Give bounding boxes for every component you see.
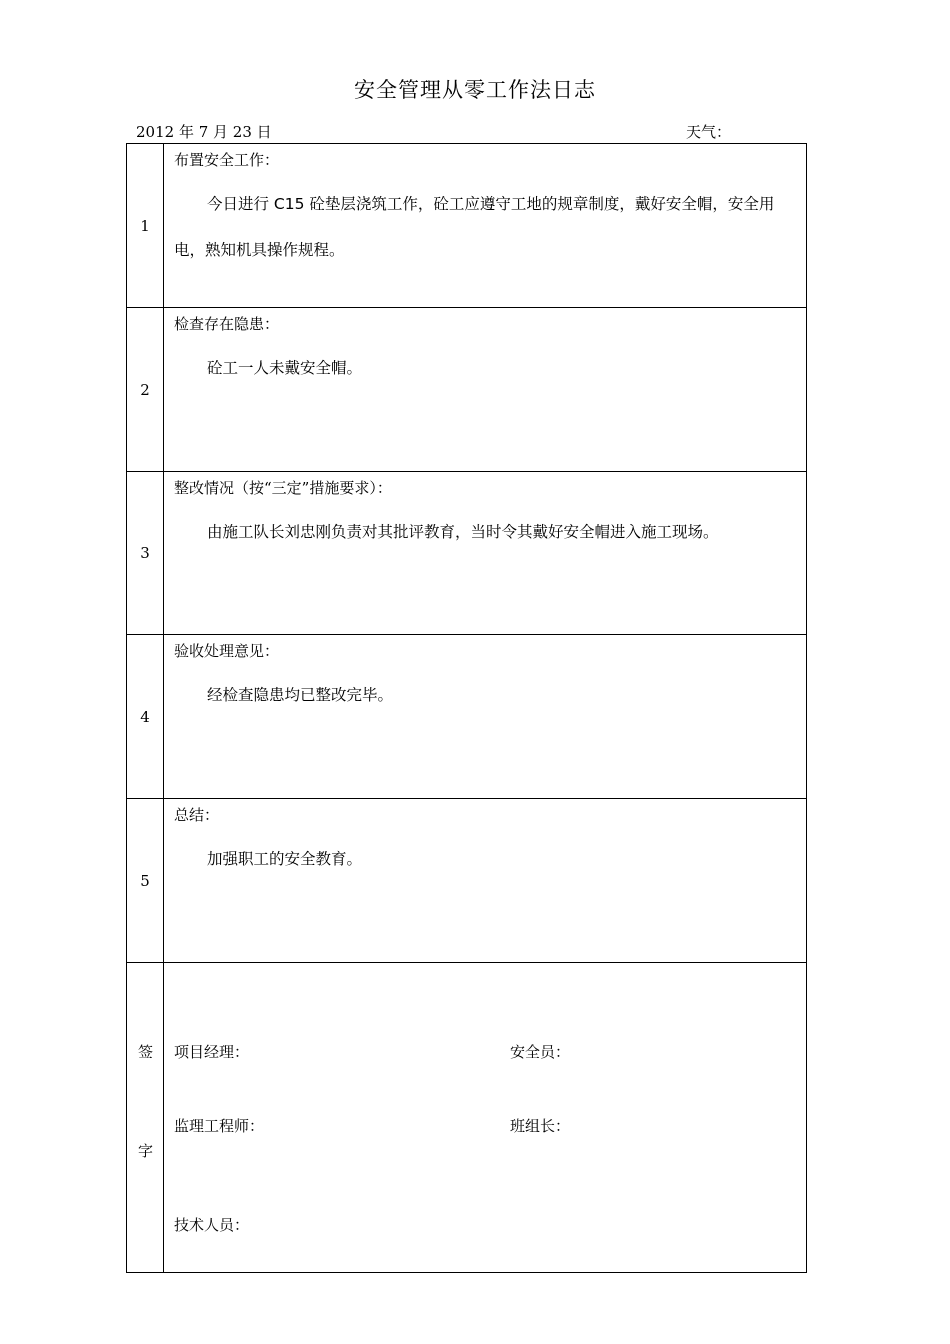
section-number: 3: [127, 472, 164, 634]
technician-label: 技术人员：: [174, 1216, 250, 1234]
section-number: 4: [127, 635, 164, 798]
signature-header-cell: [127, 963, 164, 1272]
section-row-2: [127, 308, 806, 472]
supervising-engineer-label: 监理工程师：: [174, 1117, 265, 1135]
section-row-1: [127, 144, 806, 308]
section-body: 砼工一人未戴安全帽。: [207, 359, 363, 377]
log-title: 安全管理从零工作法日志: [354, 78, 596, 102]
section-number: 5: [127, 799, 164, 962]
safety-officer-label: 安全员：: [510, 1043, 571, 1061]
signature-char: 签: [137, 1043, 153, 1061]
section-body: 由施工队长刘忠刚负责对其批评教育，当时令其戴好安全帽进入施工现场。: [207, 523, 719, 541]
section-body: 加强职工的安全教育。: [207, 850, 363, 868]
project-manager-label: 项目经理：: [174, 1043, 250, 1061]
section-row-5: [127, 799, 806, 963]
team-leader-label: 班组长：: [510, 1117, 571, 1135]
section-row-4: [127, 635, 806, 799]
section-content: [164, 472, 806, 634]
section-number: 1: [127, 144, 164, 307]
section-label: 验收处理意见：: [174, 642, 280, 660]
signature-char: 字: [137, 1142, 153, 1160]
signature-row: [127, 963, 806, 1272]
section-label: 检查存在隐患：: [174, 315, 280, 333]
section-label: 总结：: [174, 806, 220, 824]
section-body: 经检查隐患均已整改完毕。: [207, 686, 394, 704]
section-content: [164, 308, 806, 471]
section-content: [164, 799, 806, 962]
weather-label: 天气：: [686, 123, 732, 141]
log-table: [126, 143, 807, 1273]
section-content: [164, 144, 806, 307]
section-label: 整改情况（按“三定”措施要求）：: [174, 479, 392, 497]
section-body: 今日进行 C15 砼垫层浇筑工作，砼工应遵守工地的规章制度，戴好安全帽，安全用电，熟知机具操作规程。: [174, 195, 775, 259]
signature-content: [164, 963, 806, 1272]
section-number: 2: [127, 308, 164, 471]
section-content: [164, 635, 806, 798]
section-row-3: [127, 472, 806, 635]
section-label: 布置安全工作：: [174, 151, 280, 169]
log-date: 2012 年 7 月 23 日: [136, 123, 272, 141]
